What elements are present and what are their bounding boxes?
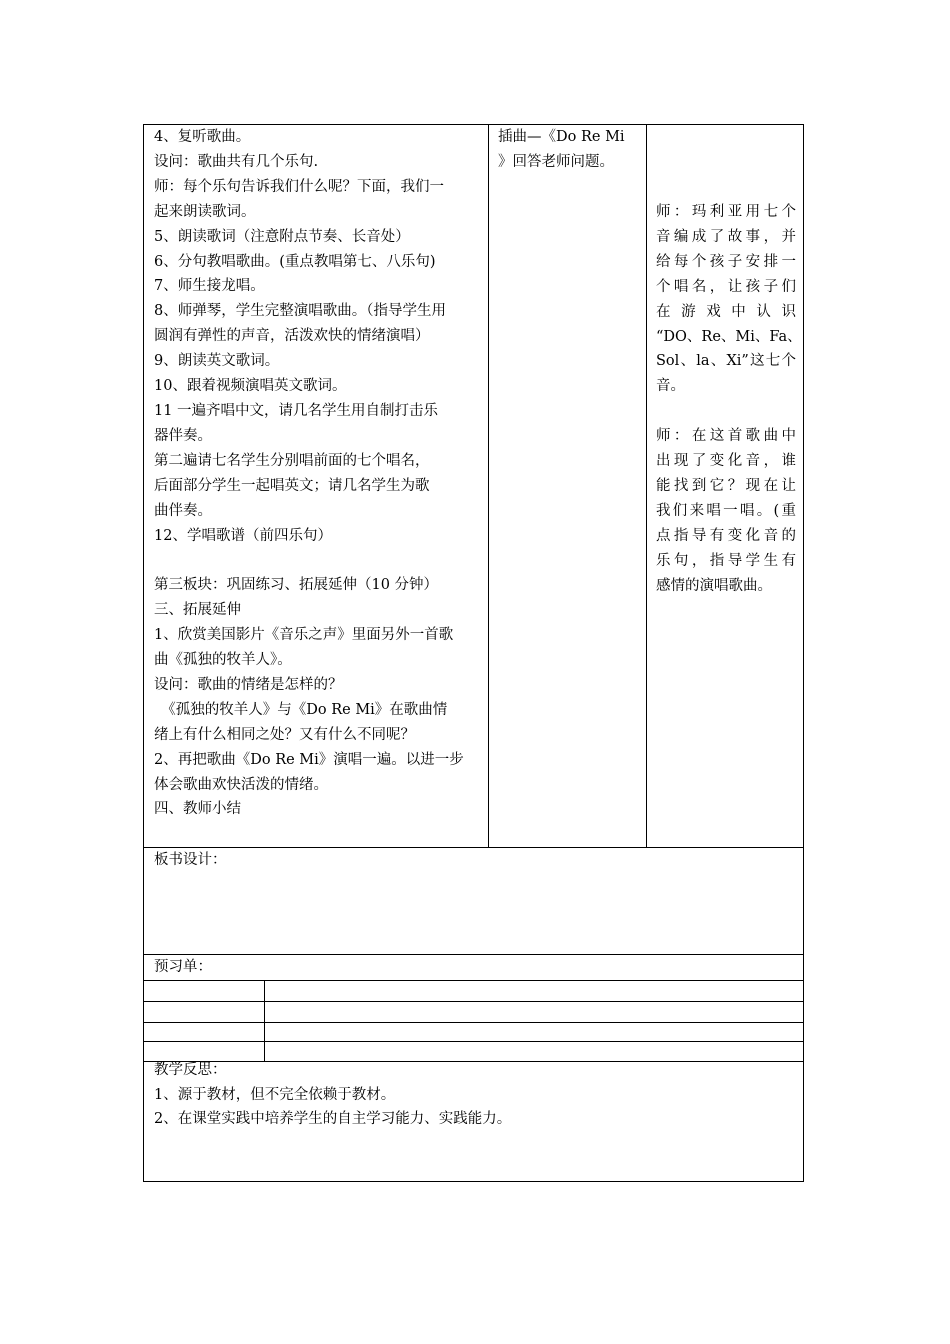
teaching-process-column	[154, 125, 480, 822]
text-line: 师：在这首歌曲中	[656, 428, 796, 445]
reflection-section	[154, 1058, 794, 1132]
text-line: 第二遍请七名学生分别唱前面的七个唱名，	[154, 452, 430, 469]
preview-grid-line	[144, 1001, 803, 1002]
text-line: 能找到它？现在让	[656, 477, 796, 494]
text-line: 我们来唱一唱。(重	[656, 502, 796, 519]
board-design-label: 板书设计：	[154, 852, 227, 868]
student-activity-column	[498, 125, 640, 175]
text-line: 音。	[656, 378, 685, 395]
text-line: 《孤独的牧羊人》与《Do Re Mi》在歌曲情	[154, 701, 448, 718]
text-line: 后面部分学生一起唱英文；请几名学生为歌	[154, 477, 430, 494]
text-line: 点指导有变化音的	[656, 527, 796, 544]
text-line: 》回答老师问题。	[498, 153, 614, 170]
text-line: 出现了变化音，谁	[656, 453, 796, 470]
board-design-section	[154, 848, 794, 873]
reflection-title: 教学反思：	[154, 1062, 227, 1078]
text-line: 10、跟着视频演唱英文歌词。	[154, 378, 347, 395]
text-line: 三、拓展延伸	[154, 602, 241, 619]
text-line: 个唱名，让孩子们	[656, 278, 796, 295]
column-divider-1	[488, 125, 489, 847]
preview-grid-line	[144, 1022, 803, 1023]
reflection-item: 1、源于教材，但不完全依赖于教材。	[154, 1086, 396, 1103]
text-line: 师：玛利亚用七个	[656, 204, 796, 220]
text-line: 4、复听歌曲。	[154, 129, 251, 145]
text-line: 音编成了故事，并	[656, 228, 796, 245]
text-line: 7、师生接龙唱。	[154, 278, 265, 295]
text-line: 起来朗读歌词。	[154, 203, 256, 220]
text-line: 12、学唱歌谱（前四乐句）	[154, 527, 332, 544]
design-intent-column	[656, 200, 802, 598]
text-line: 圆润有弹性的声音，活泼欢快的情绪演唱）	[154, 328, 430, 345]
blank-line	[656, 399, 796, 424]
text-line: 2、再把歌曲《Do Re Mi》演唱一遍。以进一步	[154, 751, 464, 768]
text-line: 器伴奏。	[154, 427, 212, 444]
text-line: 9、朗读英文歌词。	[154, 353, 280, 370]
text-line: 11 一遍齐唱中文，请几名学生用自制打击乐	[154, 402, 439, 419]
text-line: 体会歌曲欢快活泼的情绪。	[154, 776, 328, 793]
section-heading: 第三板块：巩固练习、拓展延伸（10 分钟）	[154, 577, 439, 594]
text-line: 1、欣赏美国影片《音乐之声》里面另外一首歌	[154, 627, 454, 644]
text-line: 6、分句教唱歌曲。(重点教唱第七、八乐句)	[154, 253, 436, 270]
blank-line	[154, 548, 480, 573]
text-line: 师：每个乐句告诉我们什么呢？下面，我们一	[154, 178, 444, 195]
text-line: 曲《孤独的牧羊人》。	[154, 652, 292, 669]
text-line: 曲伴奏。	[154, 502, 212, 519]
preview-label: 预习单：	[154, 959, 212, 975]
text-line: “DO、Re、Mi、Fa、	[656, 328, 802, 345]
text-line: 设问：歌曲的情绪是怎样的？	[154, 676, 343, 693]
text-line: 8、师弹琴，学生完整演唱歌曲。（指导学生用	[154, 303, 446, 320]
text-line: 在 游 戏 中 认 识	[656, 303, 796, 320]
text-line: 感情的演唱歌曲。	[656, 577, 772, 594]
text-line: 绪上有什么相同之处？又有什么不同呢？	[154, 726, 415, 743]
text-line: 四、教师小结	[154, 801, 241, 818]
lesson-plan-table	[143, 124, 804, 1182]
text-line: 插曲—《Do Re Mi	[498, 129, 625, 145]
text-line: 给每个孩子安排一	[656, 253, 796, 270]
text-line: 乐句，指导学生有	[656, 552, 796, 569]
text-line: Sol、la、Xi”这七个	[656, 353, 796, 370]
preview-grid-divider	[264, 980, 265, 1061]
preview-grid-line	[144, 1041, 803, 1042]
text-line: 设问：歌曲共有几个乐句.	[154, 153, 319, 170]
text-line: 5、朗读歌词（注意附点节奏、长音处）	[154, 228, 410, 245]
column-divider-2	[646, 125, 647, 847]
preview-section	[154, 955, 794, 979]
reflection-item: 2、在课堂实践中培养学生的自主学习能力、实践能力。	[154, 1111, 512, 1127]
preview-grid-line	[144, 980, 803, 981]
